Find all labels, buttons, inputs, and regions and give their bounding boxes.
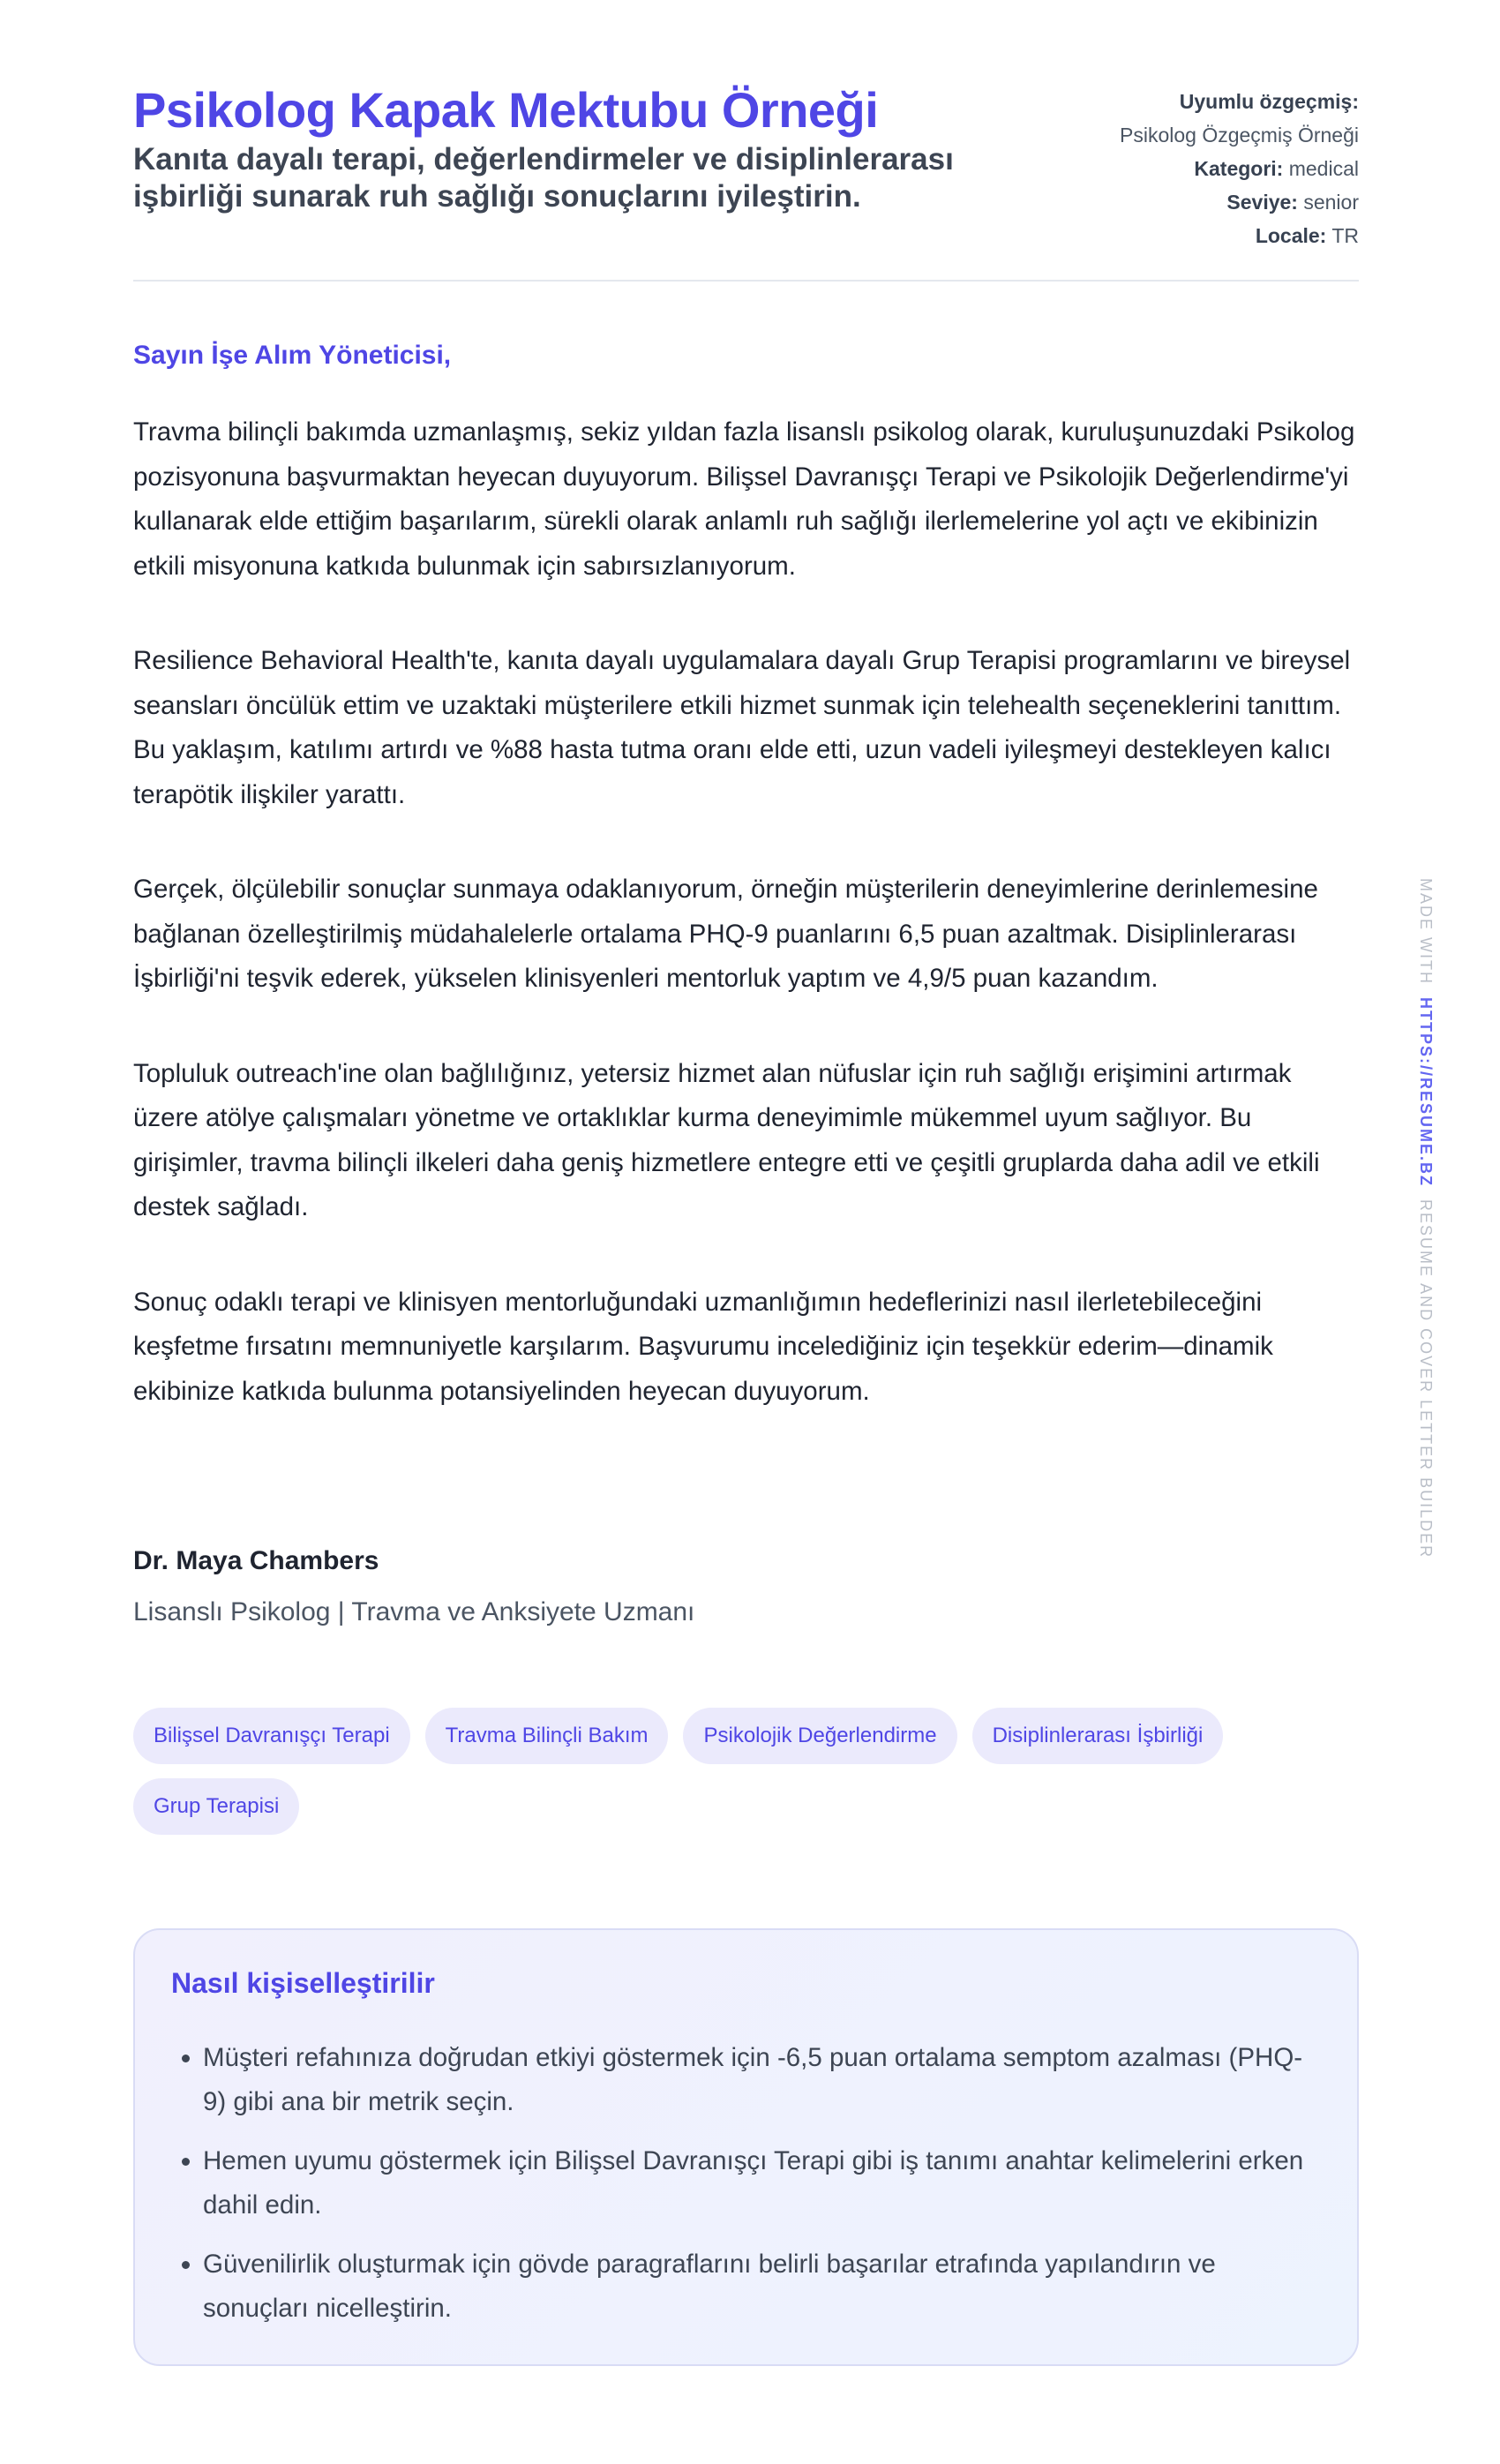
paragraph: Gerçek, ölçülebilir sonuçlar sunmaya odaklanıyorum, örneğin müşterilerin deneyimlerine derinlemesine bağlanan özelleştirilmiş müdahalelerle ortalama PHQ-9 puanlarını 6,5 puan azaltmak. Disiplinlerarası İşbirliği'ni teşvik ederek, yükselen klinisyenleri mentorluk yaptım ve 4,9/5 puan kazandım. — [133, 875, 1318, 993]
resume-link[interactable]: Psikolog Özgeçmiş Örneği — [1120, 124, 1359, 146]
paragraph: Sonuç odaklı terapi ve klinisyen mentorluğundaki uzmanlığımın hedeflerinizi nasıl ilerletebileceğini keşfetme fırsatını memnuniyetle karşılarım. Başvurumu incelediğiniz için teşekkür ederim—dinamik ekibinize katkıda bulunma potansiyelinden heyecan duyuyorum. — [133, 1287, 1273, 1406]
category-label: Kategori: — [1194, 157, 1284, 180]
cover-letter-page — [133, 0, 1359, 2323]
watermark-prefix: MADE WITH — [1417, 878, 1435, 985]
page-title: Psikolog Kapak Mektubu Örneği — [133, 82, 879, 138]
letter-body — [133, 410, 1359, 1464]
locale-label: Locale: — [1255, 224, 1327, 247]
paragraph: Topluluk outreach'ine olan bağlılığınız, yetersiz hizmet alan nüfuslar için ruh sağlığı erişimini artırmak üzere atölye çalışmaları yönetme ve ortaklıklar kurma deneyimimle mükemmel uyum sağlıyor. Bu girişimler, travma bilinçli ilkeleri daha geniş hizmetlere entegre etti ve çeşitli gruplarda daha adil ve etkili destek sağladı. — [133, 1058, 1320, 1221]
paragraph: Resilience Behavioral Health'te, kanıta dayalı uygulamalara dayalı Grup Terapisi programlarını ve bireysel seansları öncülük ettim ve uzaktaki müşterilere etkili hizmet sunmak için telehealth seçeneklerini tanıttım. Bu yaklaşım, katılımı artırdı ve %88 hasta tutma oranı elde etti, uzun vadeli iyileşmeyi destekleyen kalıcı terapötik ilişkiler yarattı. — [133, 646, 1351, 809]
skill-tag: Disiplinlerarası İşbirliği — [972, 1708, 1224, 1764]
skill-tag: Bilişsel Davranışçı Terapi — [133, 1708, 410, 1764]
tip-item: • Müşteri refahınıza doğrudan etkiyi göstermek için -6,5 puan ortalama semptom azalması (PHQ-9) gibi ana bir metrik seçin. — [203, 2036, 1324, 2124]
watermark — [1416, 878, 1435, 1559]
watermark-suffix: RESUME AND COVER LETTER BUILDER — [1417, 1199, 1435, 1559]
salutation: Sayın İşe Alım Yöneticisi, — [133, 341, 452, 370]
skill-tags — [133, 1708, 1359, 1835]
tips-title: Nasıl kişiselleştirilir — [171, 1967, 435, 1999]
paragraph: Travma bilinçli bakımda uzmanlaşmış, sekiz yıldan fazla lisanslı psikolog olarak, kuruluşunuzdaki Psikolog pozisyonuna başvurmaktan heyecan duyuyorum. Bilişsel Davranışçı Terapi ve Psikolojik Değerlendirme'yi kullanarak elde ettiğim başarılarım, sürekli olarak anlamlı ruh sağlığı ilerlemelerine yol açtı ve ekibinizin etkili misyonuna katkıda bulunmak için sabırsızlanıyorum. — [133, 417, 1355, 581]
customization-tips-box — [133, 1928, 1359, 2366]
category-value: medical — [1288, 157, 1359, 180]
skill-tag: Grup Terapisi — [133, 1778, 299, 1835]
tip-item: • Hemen uyumu göstermek için Bilişsel Davranışçı Terapi gibi iş tanımı anahtar kelimelerini erken dahil edin. — [203, 2139, 1324, 2227]
resume-label: Uyumlu özgeçmiş: — [1179, 90, 1359, 113]
skill-tag: Travma Bilinçli Bakım — [425, 1708, 669, 1764]
header — [133, 0, 1359, 282]
skill-tag: Psikolojik Değerlendirme — [683, 1708, 956, 1764]
tip-item: • Güvenilirlik oluşturmak için gövde paragraflarını belirli başarılar etrafında yapılandırın ve sonuçları nicelleştirin. — [203, 2242, 1324, 2331]
level-value: senior — [1303, 191, 1359, 214]
level-label: Seviye: — [1226, 191, 1298, 214]
watermark-link[interactable]: HTTPS://RESUME.BZ — [1417, 997, 1435, 1188]
locale-value: TR — [1331, 224, 1359, 247]
tips-list — [171, 2036, 1324, 2346]
page-subtitle: Kanıta dayalı terapi, değerlendirmeler ve disiplinlerarası işbirliği sunarak ruh sağlığı sonuçlarını iyileştirin. — [133, 142, 954, 214]
meta-info — [1120, 85, 1359, 252]
signature-name: Dr. Maya Chambers — [133, 1546, 379, 1575]
signature-title: Lisanslı Psikolog | Travma ve Anksiyete Uzmanı — [133, 1597, 695, 1626]
